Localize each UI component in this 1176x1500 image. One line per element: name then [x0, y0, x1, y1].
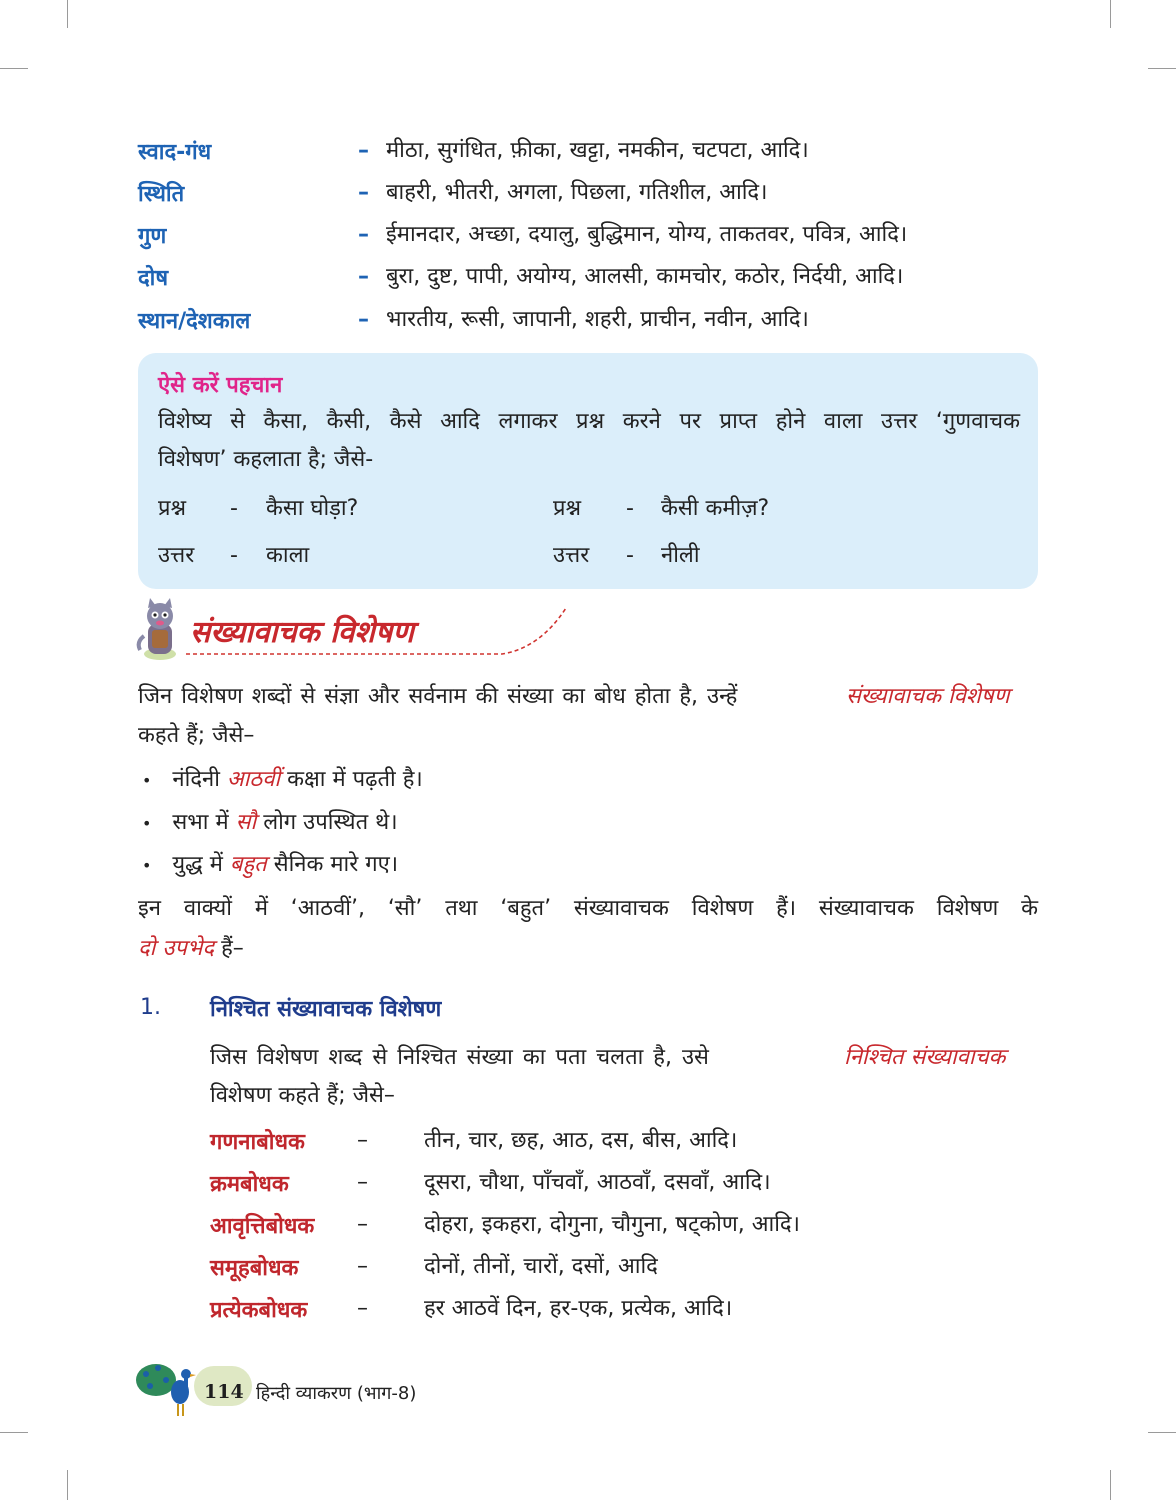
definition-text: जिस विशेषण शब्द से निश्चित संख्या का पता चलता है, उसे	[210, 1045, 709, 1070]
example-text: सभा में	[172, 810, 229, 835]
type-examples: हर आठवें दिन, हर-एक, प्रत्येक, आदि।	[424, 1296, 733, 1321]
attribute-label: स्वाद-गंध	[138, 140, 212, 165]
type-label: आवृत्तिबोधक	[210, 1214, 315, 1239]
list-item	[142, 765, 423, 796]
type-dash: –	[357, 1254, 368, 1279]
attribute-dash: –	[358, 138, 369, 163]
peacock-icon	[136, 1364, 196, 1416]
crop-mark	[1110, 0, 1111, 28]
attribute-examples: भारतीय, रूसी, जापानी, शहरी, प्राचीन, नवीन, आदि।	[386, 307, 809, 332]
type-dash: –	[357, 1128, 368, 1153]
list-item	[142, 808, 398, 839]
bullet-icon: •	[142, 814, 152, 833]
type-examples: दूसरा, चौथा, पाँचवाँ, आठवाँ, दसवाँ, आदि।	[424, 1170, 771, 1195]
attribute-examples: बाहरी, भीतरी, अगला, पिछला, गतिशील, आदि।	[386, 180, 768, 205]
example-text: युद्ध में	[172, 852, 223, 877]
attribute-label: स्थिति	[138, 182, 185, 207]
type-dash: –	[357, 1212, 368, 1237]
section-title: संख्यावाचक विशेषण	[190, 615, 414, 650]
attribute-label: गुण	[138, 224, 167, 249]
attribute-dash: –	[358, 264, 369, 289]
intro-text: जिन विशेषण शब्दों से संज्ञा और सर्वनाम की संख्या का बोध होता है, उन्हें	[138, 684, 738, 709]
highlighted-word: सौ	[235, 810, 257, 835]
type-label: समूहबोधक	[210, 1256, 299, 1281]
crop-mark	[1110, 1470, 1111, 1500]
note-suffix: हैं–	[221, 936, 244, 961]
page-number: 114	[204, 1381, 244, 1403]
answer-text: काला	[266, 543, 310, 568]
highlighted-word: बहुत	[229, 852, 267, 877]
example-text: कक्षा में पढ़ती है।	[287, 767, 423, 792]
note-text: इन वाक्यों में ‘आठवीं’, ‘सौ’ तथा ‘बहुत’ संख्यावाचक विशेषण हैं। संख्यावाचक विशेषण के	[138, 896, 1038, 921]
crop-mark	[0, 1432, 28, 1433]
type-examples: दोहरा, इकहरा, दोगुना, चौगुना, षट्कोण, आदि।	[424, 1212, 800, 1237]
separator: -	[230, 543, 238, 568]
separator: -	[626, 496, 634, 521]
type-dash: –	[357, 1170, 368, 1195]
attribute-dash: –	[358, 180, 369, 205]
type-examples: तीन, चार, छह, आठ, दस, बीस, आदि।	[424, 1128, 738, 1153]
attribute-dash: –	[358, 222, 369, 247]
book-title: हिन्दी व्याकरण (भाग-8)	[256, 1383, 417, 1404]
bullet-icon: •	[142, 771, 152, 790]
type-dash: –	[357, 1296, 368, 1321]
separator: -	[230, 496, 238, 521]
example-text: सैनिक मारे गए।	[273, 852, 399, 877]
answer-label: उत्तर	[158, 543, 195, 568]
crop-mark	[1148, 1432, 1176, 1433]
crop-mark	[67, 0, 68, 28]
example-text: नंदिनी	[172, 767, 220, 792]
question-label: प्रश्न	[158, 496, 187, 521]
note-text-end	[138, 934, 244, 964]
bullet-icon: •	[142, 856, 152, 875]
attribute-examples: बुरा, दुष्ट, पापी, अयोग्य, आलसी, कामचोर, कठोर, निर्दयी, आदि।	[386, 264, 904, 289]
crop-mark	[0, 68, 28, 69]
list-item	[142, 850, 398, 881]
answer-label: उत्तर	[553, 543, 590, 568]
tip-box-text: विशेषण’ कहलाता है; जैसे-	[158, 447, 374, 472]
separator: -	[626, 543, 634, 568]
answer-text: नीली	[661, 543, 700, 568]
crop-mark	[67, 1470, 68, 1500]
type-label: गणनाबोधक	[210, 1130, 305, 1155]
highlighted-term: दो उपभेद	[138, 936, 215, 961]
attribute-examples: ईमानदार, अच्छा, दयालु, बुद्धिमान, योग्य, ताकतवर, पवित्र, आदि।	[386, 222, 908, 247]
type-label: क्रमबोधक	[210, 1172, 289, 1197]
highlighted-term: निश्चित संख्यावाचक	[844, 1045, 1006, 1070]
subsection-number: 1.	[140, 995, 161, 1020]
definition-text: विशेषण कहते हैं; जैसे–	[210, 1083, 395, 1108]
tip-box-title: ऐसे करें पहचान	[158, 373, 283, 398]
highlighted-term: संख्यावाचक विशेषण	[846, 684, 1010, 709]
highlighted-word: आठवीं	[226, 767, 281, 792]
cat-mascot-icon	[139, 598, 176, 660]
example-text: लोग उपस्थित थे।	[263, 810, 398, 835]
attribute-dash: –	[358, 307, 369, 332]
question-text: कैसा घोड़ा?	[266, 496, 359, 521]
question-label: प्रश्न	[553, 496, 582, 521]
question-text: कैसी कमीज़?	[661, 496, 770, 521]
subsection-title: निश्चित संख्यावाचक विशेषण	[210, 997, 442, 1022]
intro-text: कहते हैं; जैसे–	[138, 723, 255, 748]
attribute-label: दोष	[138, 266, 169, 291]
crop-mark	[1148, 68, 1176, 69]
attribute-label: स्थान/देशकाल	[138, 309, 251, 334]
type-examples: दोनों, तीनों, चारों, दसों, आदि	[424, 1254, 658, 1279]
attribute-examples: मीठा, सुगंधित, फ़ीका, खट्टा, नमकीन, चटपटा, आदि।	[386, 138, 809, 163]
type-label: प्रत्येकबोधक	[210, 1298, 308, 1323]
tip-box-text: विशेष्य से कैसा, कैसी, कैसे आदि लगाकर प्रश्न करने पर प्राप्त होने वाला उत्तर ‘गुणवाचक	[158, 409, 1020, 434]
